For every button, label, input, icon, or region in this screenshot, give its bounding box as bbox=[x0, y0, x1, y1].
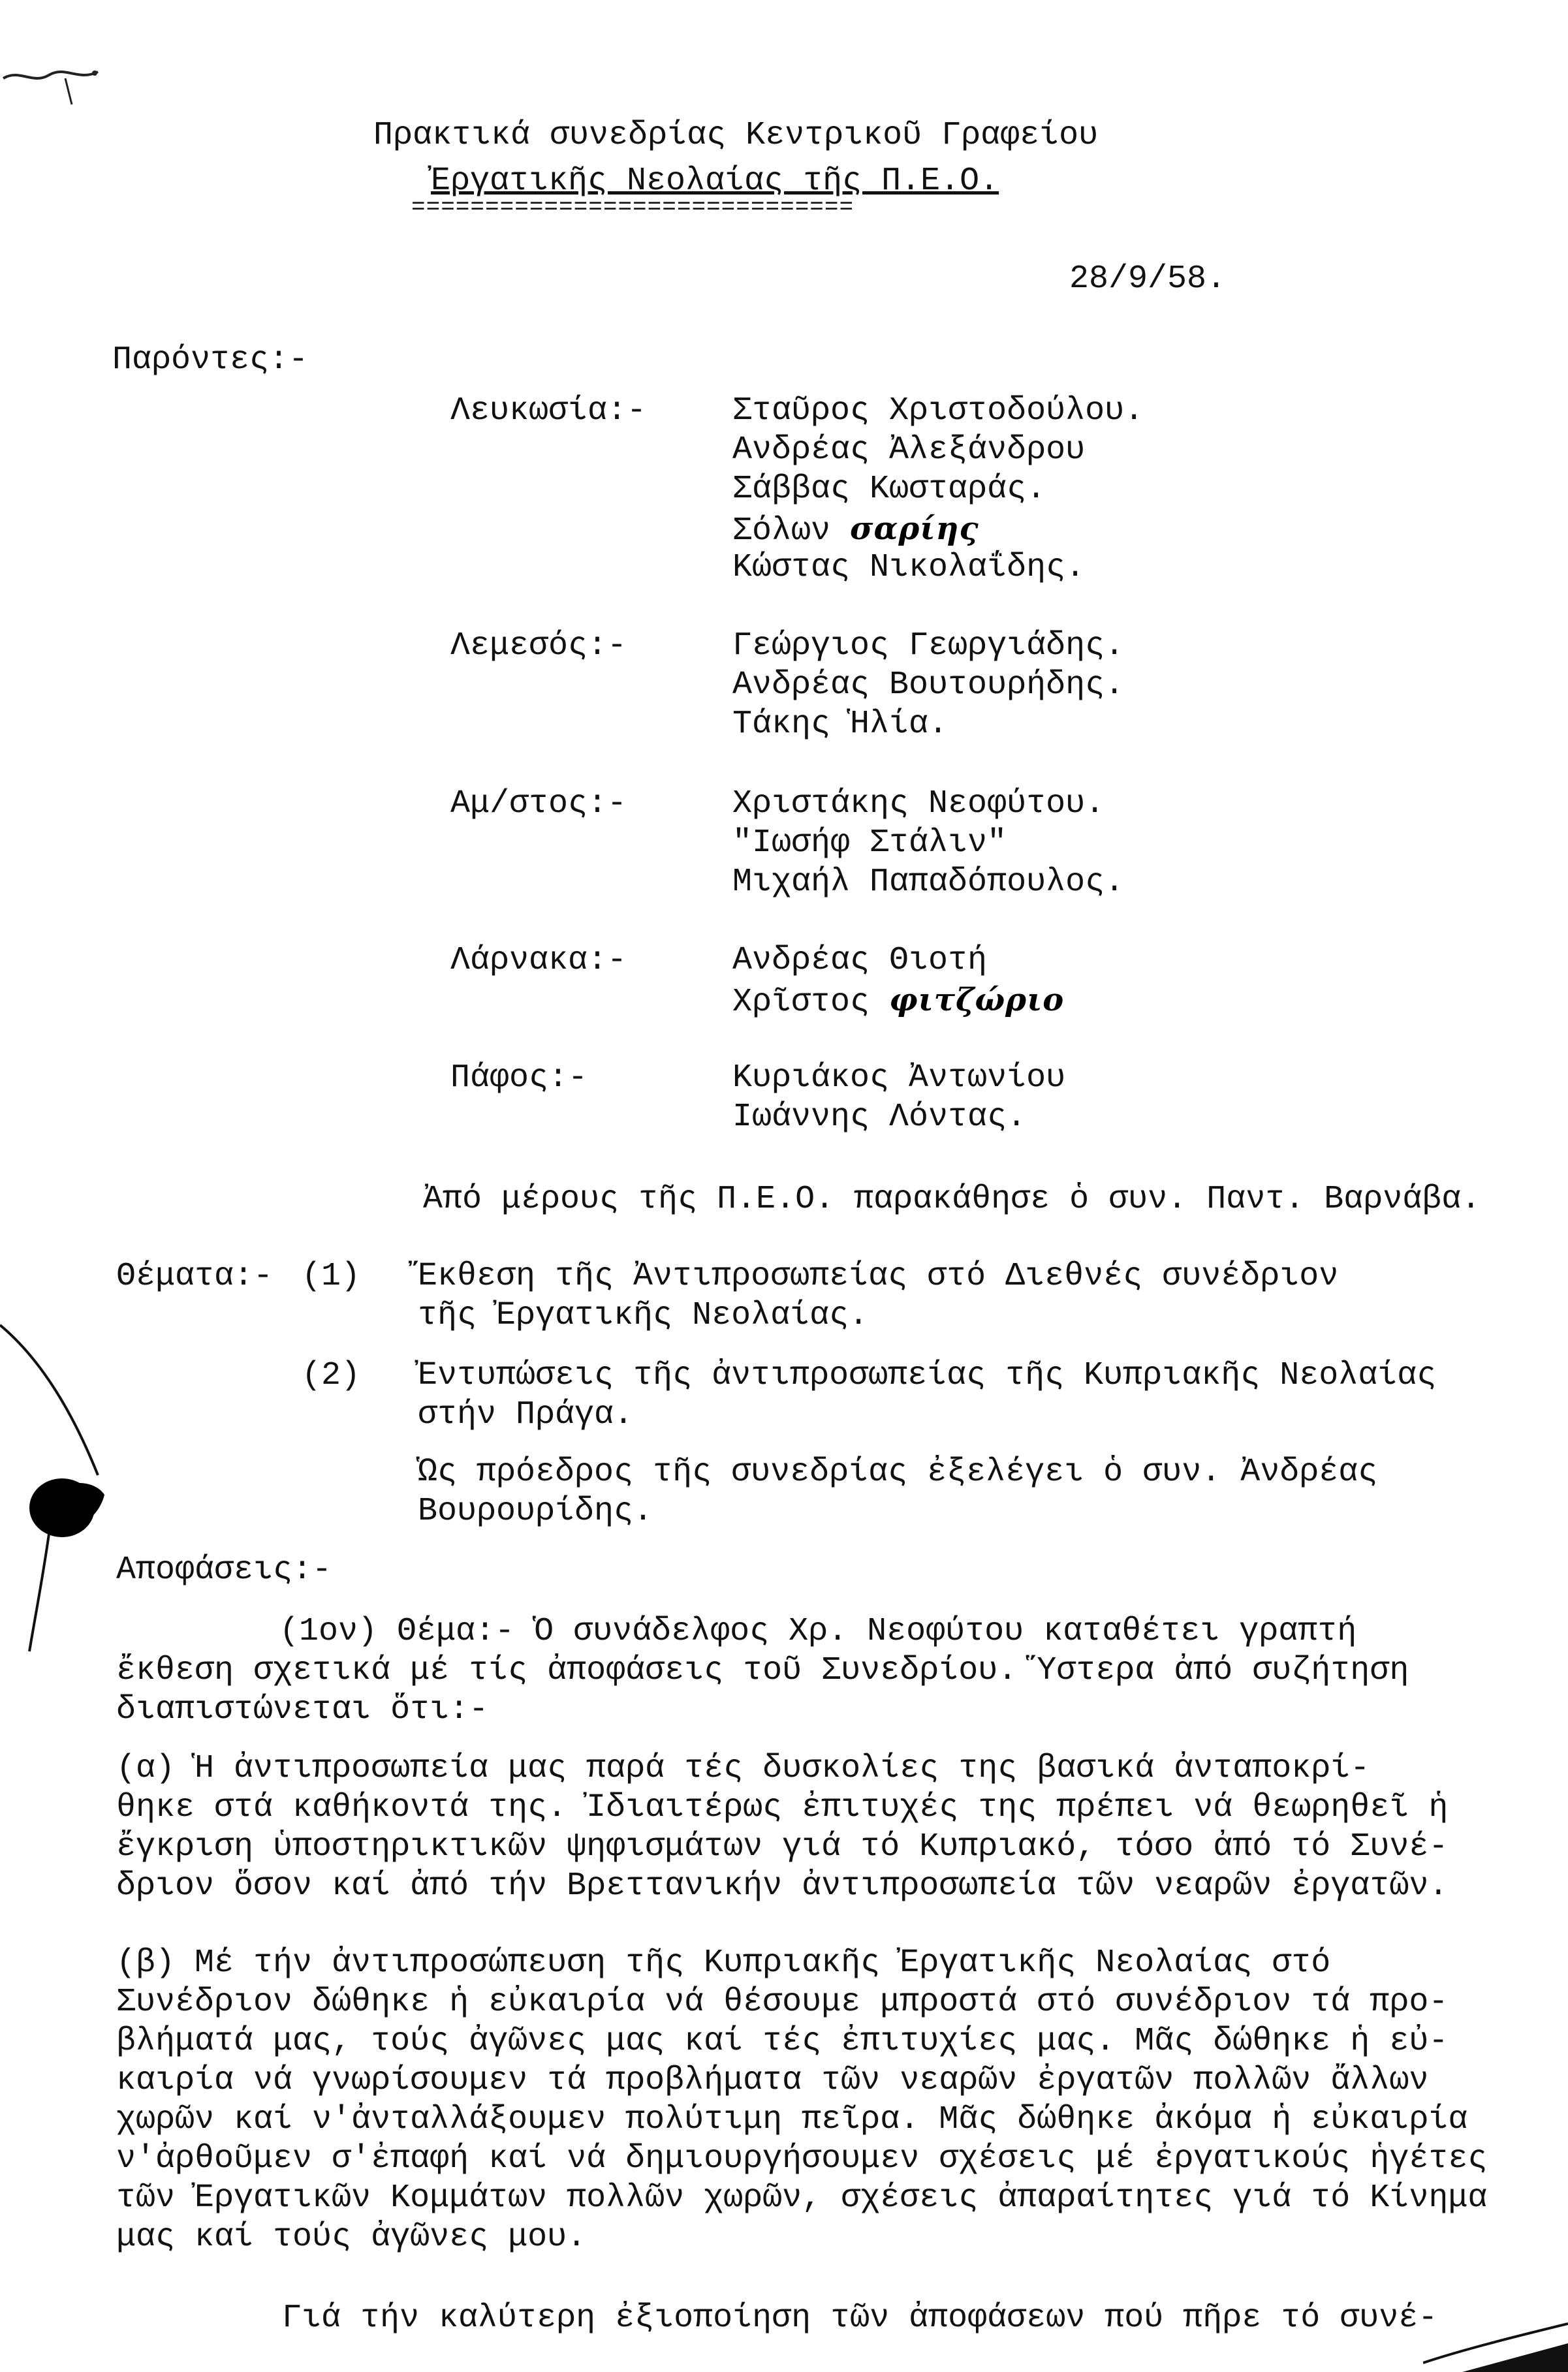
attendee-name: Χριστάκης Νεοφύτου. bbox=[732, 785, 1105, 822]
city-nicosia: Λευκωσία:- bbox=[450, 392, 647, 429]
topics-label: Θέματα:- bbox=[116, 1258, 274, 1295]
decision-text-line: (β) Μέ τήν ἀντιπροσώπευση τῆς Κυπριακῆς Ἐργατικῆς Νεολαίας στό bbox=[116, 1944, 1331, 1982]
chairperson-election bbox=[418, 1453, 1377, 1531]
attendee-name: Σταῦρος Χριστοδούλου. bbox=[732, 392, 1144, 429]
attendees-label: Παρόντες:- bbox=[112, 341, 309, 379]
document-date: 28/9/58. bbox=[1069, 260, 1227, 298]
topic-item bbox=[418, 1356, 1436, 1435]
decision-text-line: δριον ὅσον καί ἀπό τήν Βρεττανικήν ἀντιπροσωπεία τῶν νεαρῶν ἐργατῶν. bbox=[116, 1867, 1449, 1905]
decision-text-line: (1ον) Θέμα:- Ὁ συνάδελφος Χρ. Νεοφύτου καταθέτει γραπτή bbox=[279, 1613, 1357, 1650]
attendee-name-with-handwriting bbox=[732, 980, 1064, 1020]
decision-text-line: (α) Ἡ ἀντιπροσωπεία μας παρά τές δυσκολίες της βασικά ἀνταποκρί- bbox=[116, 1750, 1370, 1787]
attendee-name: Γεώργιος Γεωργιάδης. bbox=[732, 627, 1125, 664]
handwritten-surname: φιτζώριο bbox=[889, 982, 1065, 1018]
attendee-name: "Ιωσήφ Στάλιν" bbox=[732, 824, 1007, 862]
attendee-list-larnaca bbox=[732, 941, 1064, 1020]
attendee-list-limassol bbox=[732, 627, 1124, 744]
decision-point-b bbox=[116, 1944, 1487, 2257]
title-double-underline: ============================== bbox=[411, 194, 855, 221]
chair-text-line: Ὡς πρόεδρος τῆς συνεδρίας ἐξελέγει ὁ συν. Ἀνδρέας bbox=[418, 1454, 1378, 1491]
pen-stroke-mark bbox=[1423, 2311, 1568, 2372]
peo-representative-note: Ἀπό μέρους τῆς Π.Ε.Ο. παρακάθησε ὁ συν. Παντ. Βαρνάβα. bbox=[423, 1181, 1481, 1218]
decisions-label: Αποφάσεις:- bbox=[116, 1552, 332, 1589]
decision-text-line: τῶν Ἐργατικῶν Κομμάτων πολλῶν χωρῶν, σχέσεις ἀπαραίτητες γιά τό Κίνημα bbox=[116, 2179, 1488, 2217]
attendee-list-paphos bbox=[732, 1059, 1065, 1137]
attendee-name: Κυριάκος Ἀντωνίου bbox=[732, 1059, 1066, 1097]
city-larnaca: Λάρνακα:- bbox=[450, 942, 627, 979]
decision-text-line: θηκε στά καθήκοντά της. Ἰδιαιτέρως ἐπιτυχές της πρέπει νά θεωρηθεῖ ἡ bbox=[116, 1789, 1449, 1826]
decision-text-line: Συνέδριον δώθηκε ἡ εὐκαιρία νά θέσουμε μπροστά στό συνέδριον τά προ- bbox=[116, 1984, 1449, 2021]
attendee-name: Ανδρέας Θιοτή bbox=[732, 942, 988, 979]
handwritten-surname: σαρίης bbox=[850, 510, 979, 547]
attendee-name: Μιχαήλ Παπαδόπουλος. bbox=[732, 864, 1125, 901]
topic-text-line: τῆς Ἐργατικῆς Νεολαίας. bbox=[418, 1297, 869, 1334]
attendee-name: Ανδρέας Ἀλεξάνδρου bbox=[732, 431, 1086, 469]
attendee-name: Σάββας Κωσταράς. bbox=[732, 471, 1046, 508]
city-limassol: Λεμεσός:- bbox=[450, 627, 627, 664]
chair-text-line: Βουρουρίδης. bbox=[418, 1493, 653, 1530]
decision-text-line: διαπιστώνεται ὅτι:- bbox=[116, 1691, 489, 1728]
attendee-name: Ανδρέας Βουτουρήδης. bbox=[732, 666, 1125, 704]
attendee-name: Χρῖστος bbox=[732, 984, 870, 1021]
attendee-name: Κώστας Νικολαΐδης. bbox=[732, 549, 1086, 586]
topic-number: (1) bbox=[302, 1258, 361, 1295]
attendee-list-famagusta bbox=[732, 785, 1124, 902]
document-subtitle: Ἐργατικῆς Νεολαίας τῆς Π.Ε.Ο. bbox=[431, 163, 999, 200]
decision-text-line: ν'ἀρθοῦμεν σ'ἐπαφή καί νά δημιουργήσουμεν σχέσεις μέ ἐργατικούς ἡγέτες bbox=[116, 2140, 1488, 2177]
decision-text-line: ἔκθεση σχετικά μέ τίς ἀποφάσεις τοῦ Συνεδρίου. Ὕστερα ἀπό συζήτηση bbox=[116, 1652, 1409, 1689]
attendee-name: Σόλων bbox=[732, 512, 831, 550]
attendee-name: Τάκης Ἡλία. bbox=[732, 706, 949, 743]
decision-text-line: καιρία νά γνωρίσουμεν τά προβλήματα τῶν νεαρῶν ἐργατῶν πολλῶν ἄλλων bbox=[116, 2062, 1429, 2099]
decision-text-line: μας καί τούς ἀγῶνες μου. bbox=[116, 2219, 587, 2256]
topic-number: (2) bbox=[302, 1357, 361, 1394]
city-paphos: Πάφος:- bbox=[450, 1059, 588, 1097]
topic-text-line: στήν Πράγα. bbox=[418, 1396, 634, 1433]
pen-scribble-mark bbox=[0, 65, 111, 131]
attendee-name: Ιωάννης Λόντας. bbox=[732, 1099, 1027, 1136]
attendee-list-nicosia bbox=[732, 392, 1144, 587]
closing-paragraph-line: Γιά τήν καλύτερη ἐξιοποίηση τῶν ἀποφάσεων πού πῆρε τό συνέ- bbox=[282, 2300, 1438, 2337]
decision-text-line: ἔγκριση ὑποστηρικτικῶν ψηφισμάτων γιά τό Κυπριακό, τόσο ἀπό τό Συνέ- bbox=[116, 1828, 1449, 1865]
decision-point-a bbox=[116, 1749, 1448, 1906]
attendee-name-with-handwriting bbox=[732, 509, 1144, 548]
city-famagusta: Αμ/στος:- bbox=[450, 785, 627, 822]
topic-text-line: Ἔκθεση τῆς Ἀντιπροσωπείας στό Διεθνές συνέδριον bbox=[418, 1258, 1339, 1295]
document-title: Πρακτικά συνεδρίας Κεντρικοῦ Γραφείου bbox=[373, 117, 1099, 154]
topic-item bbox=[418, 1257, 1338, 1335]
decision-text-line: χωρῶν καί ν'ἀνταλλάξουμεν πολύτιμη πεῖρα. Μᾶς δώθηκε ἀκόμα ἡ εὐκαιρία bbox=[116, 2101, 1468, 2138]
decision-intro bbox=[116, 1612, 1409, 1730]
topic-text-line: Ἐντυπώσεις τῆς ἀντιπροσωπείας τῆς Κυπριακῆς Νεολαίας bbox=[418, 1357, 1437, 1394]
decision-text-line: βλήματά μας, τούς ἀγῶνες μας καί τές ἐπιτυχίες μας. Μᾶς δώθηκε ἡ εὐ- bbox=[116, 2023, 1449, 2060]
